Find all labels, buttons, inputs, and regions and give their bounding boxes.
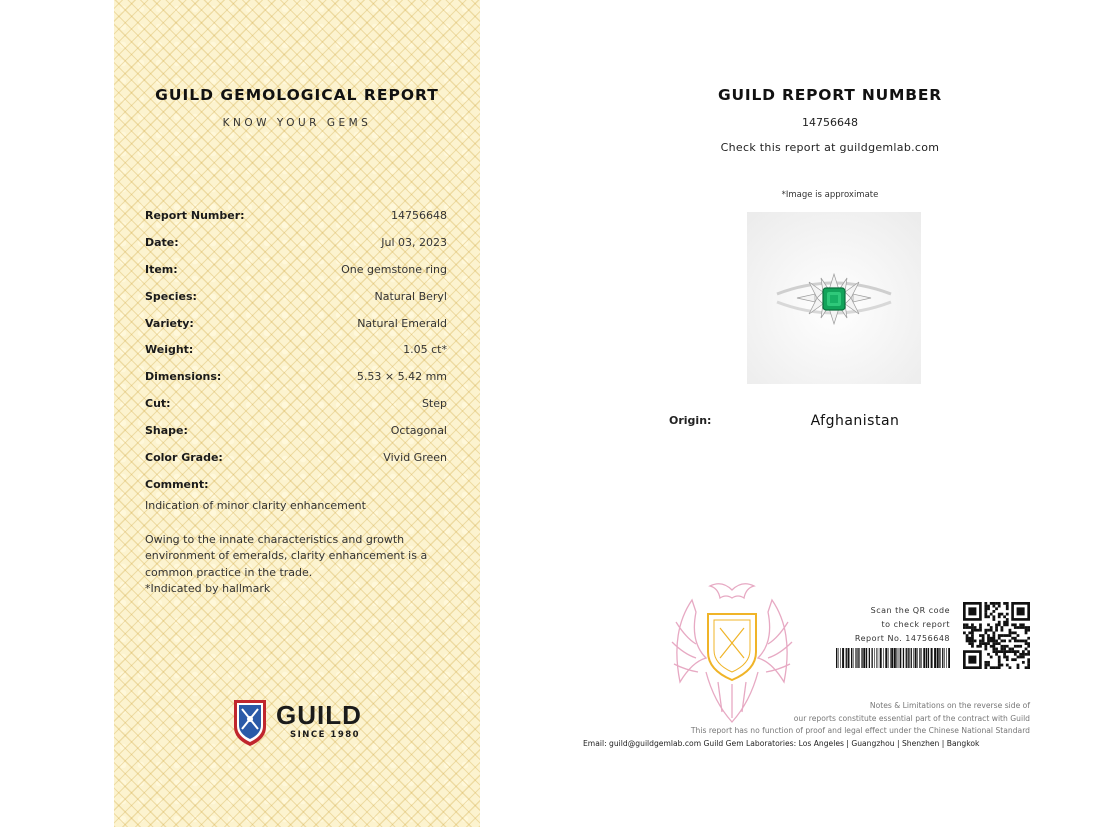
qr-code-icon[interactable]	[963, 602, 1030, 669]
guild-shield-icon	[232, 697, 268, 747]
report-subtitle: KNOW YOUR GEMS	[222, 117, 372, 129]
notes-line: This report has no function of proof and legal effect under the Chinese National Standard	[690, 726, 1030, 735]
check-report-link[interactable]: Check this report at guildgemlab.com	[720, 141, 940, 154]
comment-text: Indication of minor clarity enhancement	[145, 499, 366, 512]
barcode-icon	[836, 648, 950, 668]
field-value: Natural Beryl	[374, 289, 447, 303]
footer-contact: Email: guild@guildgemlab.com Guild Gem Laboratories: Los Angeles | Guangzhou | Shenzhen | Bangkok	[583, 739, 980, 748]
gemstone-photo	[747, 212, 921, 384]
image-note: *Image is approximate	[781, 190, 879, 200]
field-value: Jul 03, 2023	[381, 235, 447, 249]
field-value: 14756648	[391, 209, 447, 222]
field-row-color-grade	[145, 451, 447, 478]
guild-since: SINCE 1980	[290, 730, 361, 740]
report-number: 14756648	[802, 116, 858, 129]
note-line: *Indicated by hallmark	[145, 582, 271, 595]
note-line: Owing to the innate characteristics and growth	[145, 532, 405, 546]
field-label: Dimensions:	[145, 370, 222, 384]
field-value: Octagonal	[390, 424, 447, 438]
field-label: Species:	[145, 289, 197, 303]
field-label: Shape:	[145, 424, 188, 438]
enhancement-note	[145, 532, 447, 598]
note-line: common practice in the trade.	[145, 565, 313, 579]
report-no-label: Report No. 14756648	[854, 634, 950, 643]
field-row-date	[145, 236, 447, 263]
field-row-variety	[145, 317, 447, 344]
field-label: Variety:	[145, 316, 194, 330]
field-row-item	[145, 263, 447, 290]
origin-label: Origin:	[669, 414, 712, 427]
notes-line: Notes & Limitations on the reverse side of	[869, 701, 1030, 710]
comment-label: Comment:	[145, 478, 209, 491]
field-label: Item:	[145, 262, 178, 276]
field-label: Report Number:	[145, 209, 245, 222]
notes-line: our reports constitute essential part of the contract with Guild	[793, 713, 1030, 723]
field-value: One gemstone ring	[341, 262, 447, 276]
field-label: Weight:	[145, 343, 194, 357]
guild-wordmark: GUILD	[276, 700, 362, 730]
report-title: GUILD GEMOLOGICAL REPORT	[155, 86, 439, 104]
origin-value: Afghanistan	[810, 413, 900, 429]
report-fields	[145, 209, 447, 478]
field-row-species	[145, 290, 447, 317]
footer-notes	[691, 700, 1030, 738]
scan-line: to check report	[881, 620, 950, 629]
field-row-weight	[145, 343, 447, 370]
field-value: 1.05 ct*	[403, 343, 447, 357]
field-row-shape	[145, 424, 447, 451]
field-value: Natural Emerald	[357, 316, 447, 330]
report-number-title: GUILD REPORT NUMBER	[717, 86, 942, 104]
field-row-cut	[145, 397, 447, 424]
scan-instructions	[855, 604, 950, 646]
field-value: Step	[421, 397, 447, 411]
field-row-report-number	[145, 209, 447, 236]
field-label: Color Grade:	[145, 451, 223, 465]
field-label: Cut:	[145, 397, 171, 411]
ring-image	[747, 212, 921, 384]
field-value: 5.53 × 5.42 mm	[356, 370, 447, 384]
field-row-dimensions	[145, 370, 447, 397]
guild-logo	[232, 697, 372, 749]
field-value: Vivid Green	[383, 451, 447, 465]
note-line: environment of emeralds, clarity enhancement is a	[145, 549, 428, 562]
comment-block	[145, 478, 447, 598]
certificate-panel	[114, 0, 480, 827]
field-label: Date:	[145, 235, 179, 249]
scan-line: Scan the QR code	[870, 606, 950, 615]
